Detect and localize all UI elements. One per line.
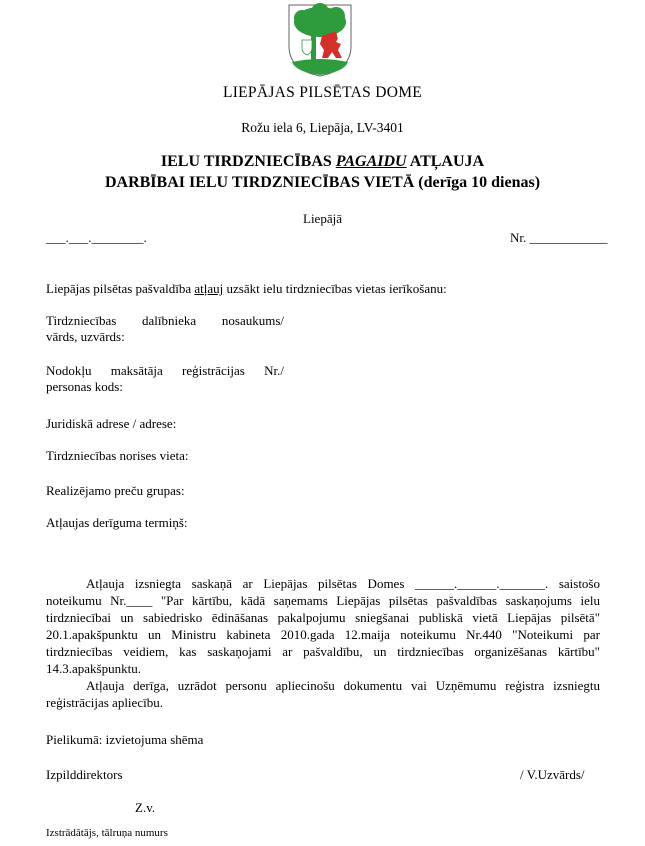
field-tax-id xyxy=(46,363,284,395)
field-validity-term: Atļaujas derīguma termiņš: xyxy=(46,515,188,530)
intro-before: Liepājas pilsētas pašvaldība xyxy=(46,281,195,296)
signatory-role: Izpilddirektors xyxy=(46,767,123,782)
field-legal-address: Juridiskā adrese / adrese: xyxy=(46,416,177,431)
intro-underlined: atļauj xyxy=(194,281,224,296)
intro-after: uzsākt ielu tirdzniecības vietas ierīkošanu: xyxy=(223,281,447,296)
attachment-note: Pielikumā: izvietojuma shēma xyxy=(46,732,204,747)
validity-paragraph: Atļauja derīga, uzrādot personu apliecinošu dokumentu vai Uzņēmumu reģistra izsniegtu reģistrācijas apliecību. xyxy=(46,678,600,710)
issue-place: Liepājā xyxy=(303,211,342,226)
author-footer: Izstrādātājs, tālruņa numurs xyxy=(46,827,168,839)
legal-basis-section xyxy=(46,575,600,711)
date-blank: ___.___.________. xyxy=(46,230,147,245)
organization-address: Rožu iela 6, Liepāja, LV-3401 xyxy=(241,120,404,135)
coat-of-arms-icon xyxy=(286,2,354,78)
field-tax-line2: personas kods: xyxy=(46,379,123,394)
document-title-line1 xyxy=(0,153,645,171)
seal-place: Z.v. xyxy=(135,800,156,815)
document-title-line2: DARBĪBAI IELU TIRDZNIECĪBAS VIETĀ (derīga 10 dienas) xyxy=(104,174,541,191)
intro-text xyxy=(46,281,447,297)
field-trader-line2: vārds, uzvārds: xyxy=(46,329,125,344)
title-emphasis: PAGAIDU xyxy=(335,153,407,170)
field-tax-line1: Nodokļu maksātāja reģistrācijas Nr./ xyxy=(46,363,284,378)
title-part: ATĻAUJA xyxy=(406,153,485,170)
field-trader-line1: Tirdzniecības dalībnieka nosaukums/ xyxy=(46,313,284,328)
permit-number: Nr. ____________ xyxy=(510,230,608,245)
signatory-name: / V.Uzvārds/ xyxy=(520,767,585,782)
organization-name: LIEPĀJAS PILSĒTAS DOME xyxy=(222,84,423,101)
issued-paragraph: Atļauja izsniegta saskaņā ar Liepājas pilsētas Domes ______.______._______. saistošo noteikumu Nr.____ "Par kārtību, kādā saņemams Liepājas pilsētas pašvaldības saskaņojums ielu tirdzniecībai un sabiedrisko ēdināšanas pakalpojumu sniegšanai publiskā vietā Liepājas pilsētā" 20.1.apakšpunktu un Ministru kabineta 2010.gada 12.maija noteikumu Nr.440 "Noteikumi par tirdzniecības veidiem, kas saskaņojami ar pašvaldību, un tirdzniecības organizēšanas kārtību" 14.3.apakšpunktu. xyxy=(46,576,600,676)
field-trade-location: Tirdzniecības norises vieta: xyxy=(46,448,189,463)
field-goods-groups: Realizējamo preču grupas: xyxy=(46,483,185,498)
title-part: IELU TIRDZNIECĪBAS xyxy=(160,153,336,170)
field-trader xyxy=(46,313,284,345)
